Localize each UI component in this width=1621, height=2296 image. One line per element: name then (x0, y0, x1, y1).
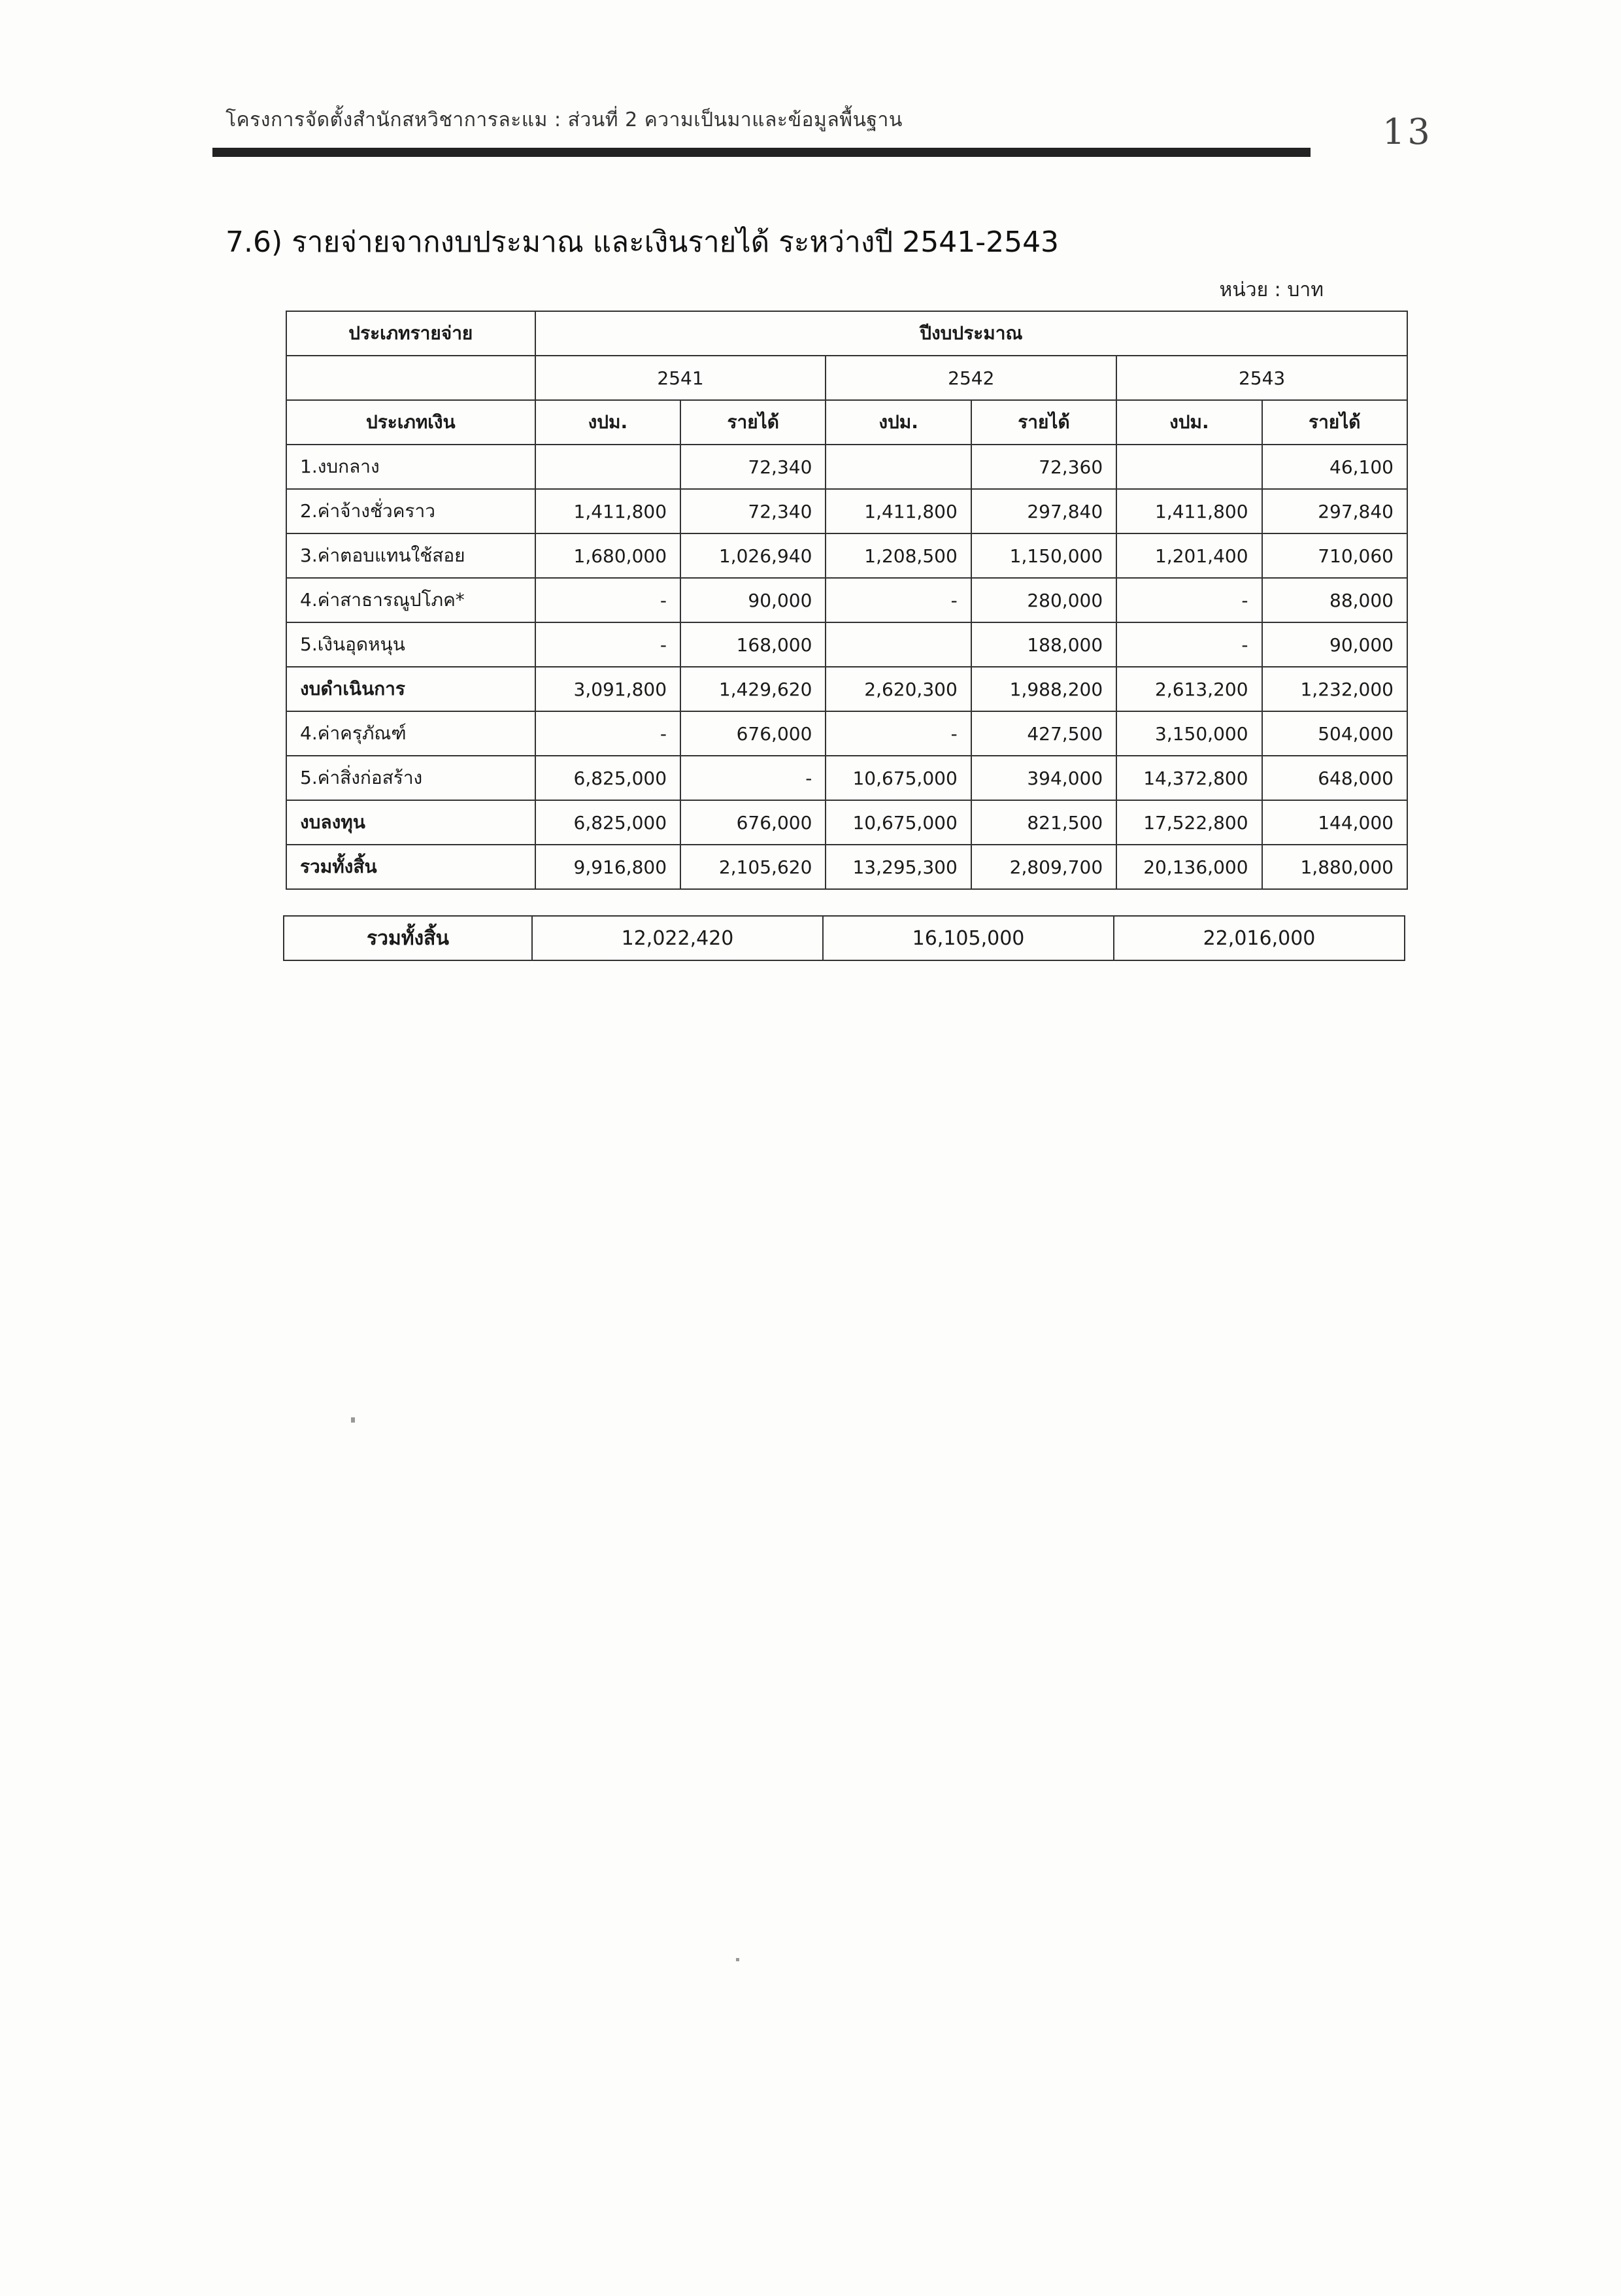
row-value: 1,411,800 (826, 489, 971, 533)
row-label: 5.ค่าสิ่งก่อสร้าง (286, 756, 535, 800)
header-rule (212, 148, 1311, 157)
row-value (826, 445, 971, 489)
page-number: 13 (1382, 111, 1433, 152)
row-value: 72,340 (680, 445, 826, 489)
row-label: 1.งบกลาง (286, 445, 535, 489)
scan-speck (351, 1417, 355, 1423)
header-row-1 (286, 311, 1407, 356)
row-value: 3,150,000 (1116, 711, 1262, 756)
sub-budget-2543: งปม. (1116, 400, 1262, 445)
row-value: 10,675,000 (826, 756, 971, 800)
row-value: 14,372,800 (1116, 756, 1262, 800)
row-value: - (680, 756, 826, 800)
table-row (286, 711, 1407, 756)
table-row (286, 800, 1407, 845)
grand-total-table (283, 915, 1405, 961)
row-value: 2,105,620 (680, 845, 826, 889)
row-value: 6,825,000 (535, 756, 680, 800)
row-value: 2,613,200 (1116, 667, 1262, 711)
table-row (286, 667, 1407, 711)
table-row (286, 489, 1407, 533)
row-value (535, 445, 680, 489)
row-value: 90,000 (680, 578, 826, 622)
row-value: 72,340 (680, 489, 826, 533)
row-value: - (535, 578, 680, 622)
sub-revenue-2541: รายได้ (680, 400, 826, 445)
col-expense-type: ประเภทรายจ่าย (286, 311, 535, 356)
row-value: 297,840 (1262, 489, 1407, 533)
row-value: 427,500 (971, 711, 1116, 756)
row-value: 710,060 (1262, 533, 1407, 578)
row-value: 20,136,000 (1116, 845, 1262, 889)
row-label: 5.เงินอุดหนุน (286, 622, 535, 667)
table-row (286, 578, 1407, 622)
row-value: - (535, 622, 680, 667)
row-label: งบลงทุน (286, 800, 535, 845)
row-label: รวมทั้งสิ้น (286, 845, 535, 889)
sub-budget-2542: งปม. (826, 400, 971, 445)
row-value: 648,000 (1262, 756, 1407, 800)
row-value: 394,000 (971, 756, 1116, 800)
row-label: 3.ค่าตอบแทนใช้สอย (286, 533, 535, 578)
grand-total-label: รวมทั้งสิ้น (284, 916, 532, 960)
row-value: - (826, 711, 971, 756)
row-value: 1,208,500 (826, 533, 971, 578)
row-value: 1,201,400 (1116, 533, 1262, 578)
row-value: 297,840 (971, 489, 1116, 533)
row-value: 1,026,940 (680, 533, 826, 578)
row-value: 1,232,000 (1262, 667, 1407, 711)
header-row-money-type (286, 400, 1407, 445)
row-value: 88,000 (1262, 578, 1407, 622)
row-value (826, 622, 971, 667)
row-value: 821,500 (971, 800, 1116, 845)
row-value: 676,000 (680, 800, 826, 845)
sub-budget-2541: งปม. (535, 400, 680, 445)
row-value: 9,916,800 (535, 845, 680, 889)
row-value: 1,411,800 (1116, 489, 1262, 533)
unit-label: หน่วย : บาท (1219, 279, 1324, 301)
row-value: - (826, 578, 971, 622)
row-value (1116, 445, 1262, 489)
empty-cell (286, 356, 535, 400)
col-money-type: ประเภทเงิน (286, 400, 535, 445)
table-row (286, 756, 1407, 800)
row-label: งบดำเนินการ (286, 667, 535, 711)
row-value: 144,000 (1262, 800, 1407, 845)
row-value: 1,988,200 (971, 667, 1116, 711)
section-title: 7.6) รายจ่ายจากงบประมาณ และเงินรายได้ ระหว่างปี 2541-2543 (226, 226, 1060, 259)
row-value: 280,000 (971, 578, 1116, 622)
row-value: 6,825,000 (535, 800, 680, 845)
sub-revenue-2543: รายได้ (1262, 400, 1407, 445)
row-value: 17,522,800 (1116, 800, 1262, 845)
grand-total-row (284, 916, 1405, 960)
row-value: 2,809,700 (971, 845, 1116, 889)
row-value: - (1116, 578, 1262, 622)
year-2543: 2543 (1116, 356, 1407, 400)
row-label: 4.ค่าสาธารณูปโภค* (286, 578, 535, 622)
row-value: 10,675,000 (826, 800, 971, 845)
row-value: 3,091,800 (535, 667, 680, 711)
year-2542: 2542 (826, 356, 1116, 400)
col-fiscal-year: ปีงบประมาณ (535, 311, 1407, 356)
row-value: - (1116, 622, 1262, 667)
running-header: โครงการจัดตั้งสำนักสหวิชาการละแม : ส่วนที่ 2 ความเป็นมาและข้อมูลพื้นฐาน (226, 109, 903, 131)
row-value: 1,411,800 (535, 489, 680, 533)
row-value: 188,000 (971, 622, 1116, 667)
row-value: 1,429,620 (680, 667, 826, 711)
row-value: 168,000 (680, 622, 826, 667)
row-value: 46,100 (1262, 445, 1407, 489)
table-row (286, 845, 1407, 889)
sub-revenue-2542: รายได้ (971, 400, 1116, 445)
grand-total-2542: 16,105,000 (823, 916, 1114, 960)
grand-total-2541: 12,022,420 (532, 916, 823, 960)
row-value: 72,360 (971, 445, 1116, 489)
table-row (286, 533, 1407, 578)
header-row-years (286, 356, 1407, 400)
scan-speck (736, 1958, 739, 1961)
row-label: 4.ค่าครุภัณฑ์ (286, 711, 535, 756)
row-label: 2.ค่าจ้างชั่วคราว (286, 489, 535, 533)
row-value: 2,620,300 (826, 667, 971, 711)
grand-total-2543: 22,016,000 (1114, 916, 1405, 960)
row-value: - (535, 711, 680, 756)
row-value: 1,680,000 (535, 533, 680, 578)
row-value: 1,880,000 (1262, 845, 1407, 889)
table-row (286, 445, 1407, 489)
budget-table (286, 311, 1408, 890)
table-row (286, 622, 1407, 667)
row-value: 1,150,000 (971, 533, 1116, 578)
row-value: 90,000 (1262, 622, 1407, 667)
row-value: 504,000 (1262, 711, 1407, 756)
year-2541: 2541 (535, 356, 826, 400)
row-value: 13,295,300 (826, 845, 971, 889)
row-value: 676,000 (680, 711, 826, 756)
